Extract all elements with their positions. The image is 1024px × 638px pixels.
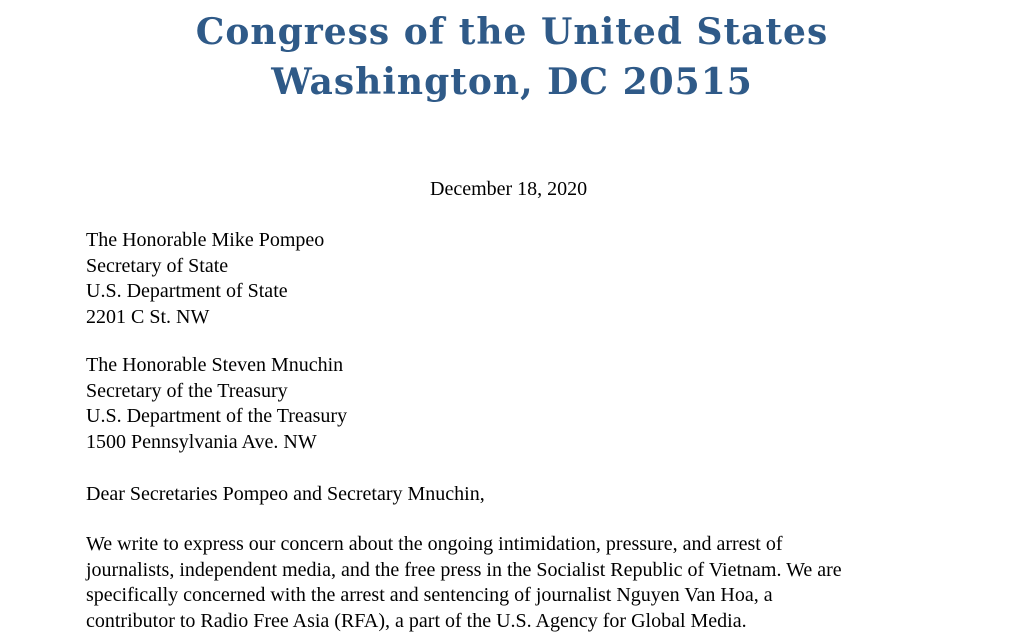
body-line: We write to express our concern about the ongoing intimidation, pressure, and arrest of bbox=[86, 533, 783, 555]
salutation: Dear Secretaries Pompeo and Secretary Mnuchin, bbox=[86, 483, 485, 505]
recipient-street: 2201 C St. NW bbox=[86, 305, 210, 328]
recipient-address-pompeo bbox=[86, 228, 324, 330]
letterhead-title: Congress of the United States bbox=[195, 11, 829, 53]
recipient-name: The Honorable Mike Pompeo bbox=[86, 229, 325, 251]
recipient-title: Secretary of State bbox=[86, 254, 229, 277]
recipient-street: 1500 Pennsylvania Ave. NW bbox=[86, 430, 317, 453]
letterhead bbox=[0, 8, 1024, 106]
recipient-name: The Honorable Steven Mnuchin bbox=[86, 354, 344, 376]
letter-date: December 18, 2020 bbox=[430, 178, 588, 200]
body-line: journalists, independent media, and the free press in the Socialist Republic of Vietnam. We are bbox=[86, 558, 842, 581]
recipient-department: U.S. Department of State bbox=[86, 280, 288, 302]
body-paragraph bbox=[86, 532, 936, 634]
body-line: specifically concerned with the arrest and sentencing of journalist Nguyen Van Hoa, a bbox=[86, 584, 773, 606]
recipient-title: Secretary of the Treasury bbox=[86, 379, 288, 402]
body-line: contributor to Radio Free Asia (RFA), a part of the U.S. Agency for Global Media. bbox=[86, 609, 747, 632]
recipient-department: U.S. Department of the Treasury bbox=[86, 405, 348, 427]
letterhead-address: Washington, DC 20515 bbox=[271, 61, 753, 103]
recipient-address-mnuchin bbox=[86, 353, 347, 455]
